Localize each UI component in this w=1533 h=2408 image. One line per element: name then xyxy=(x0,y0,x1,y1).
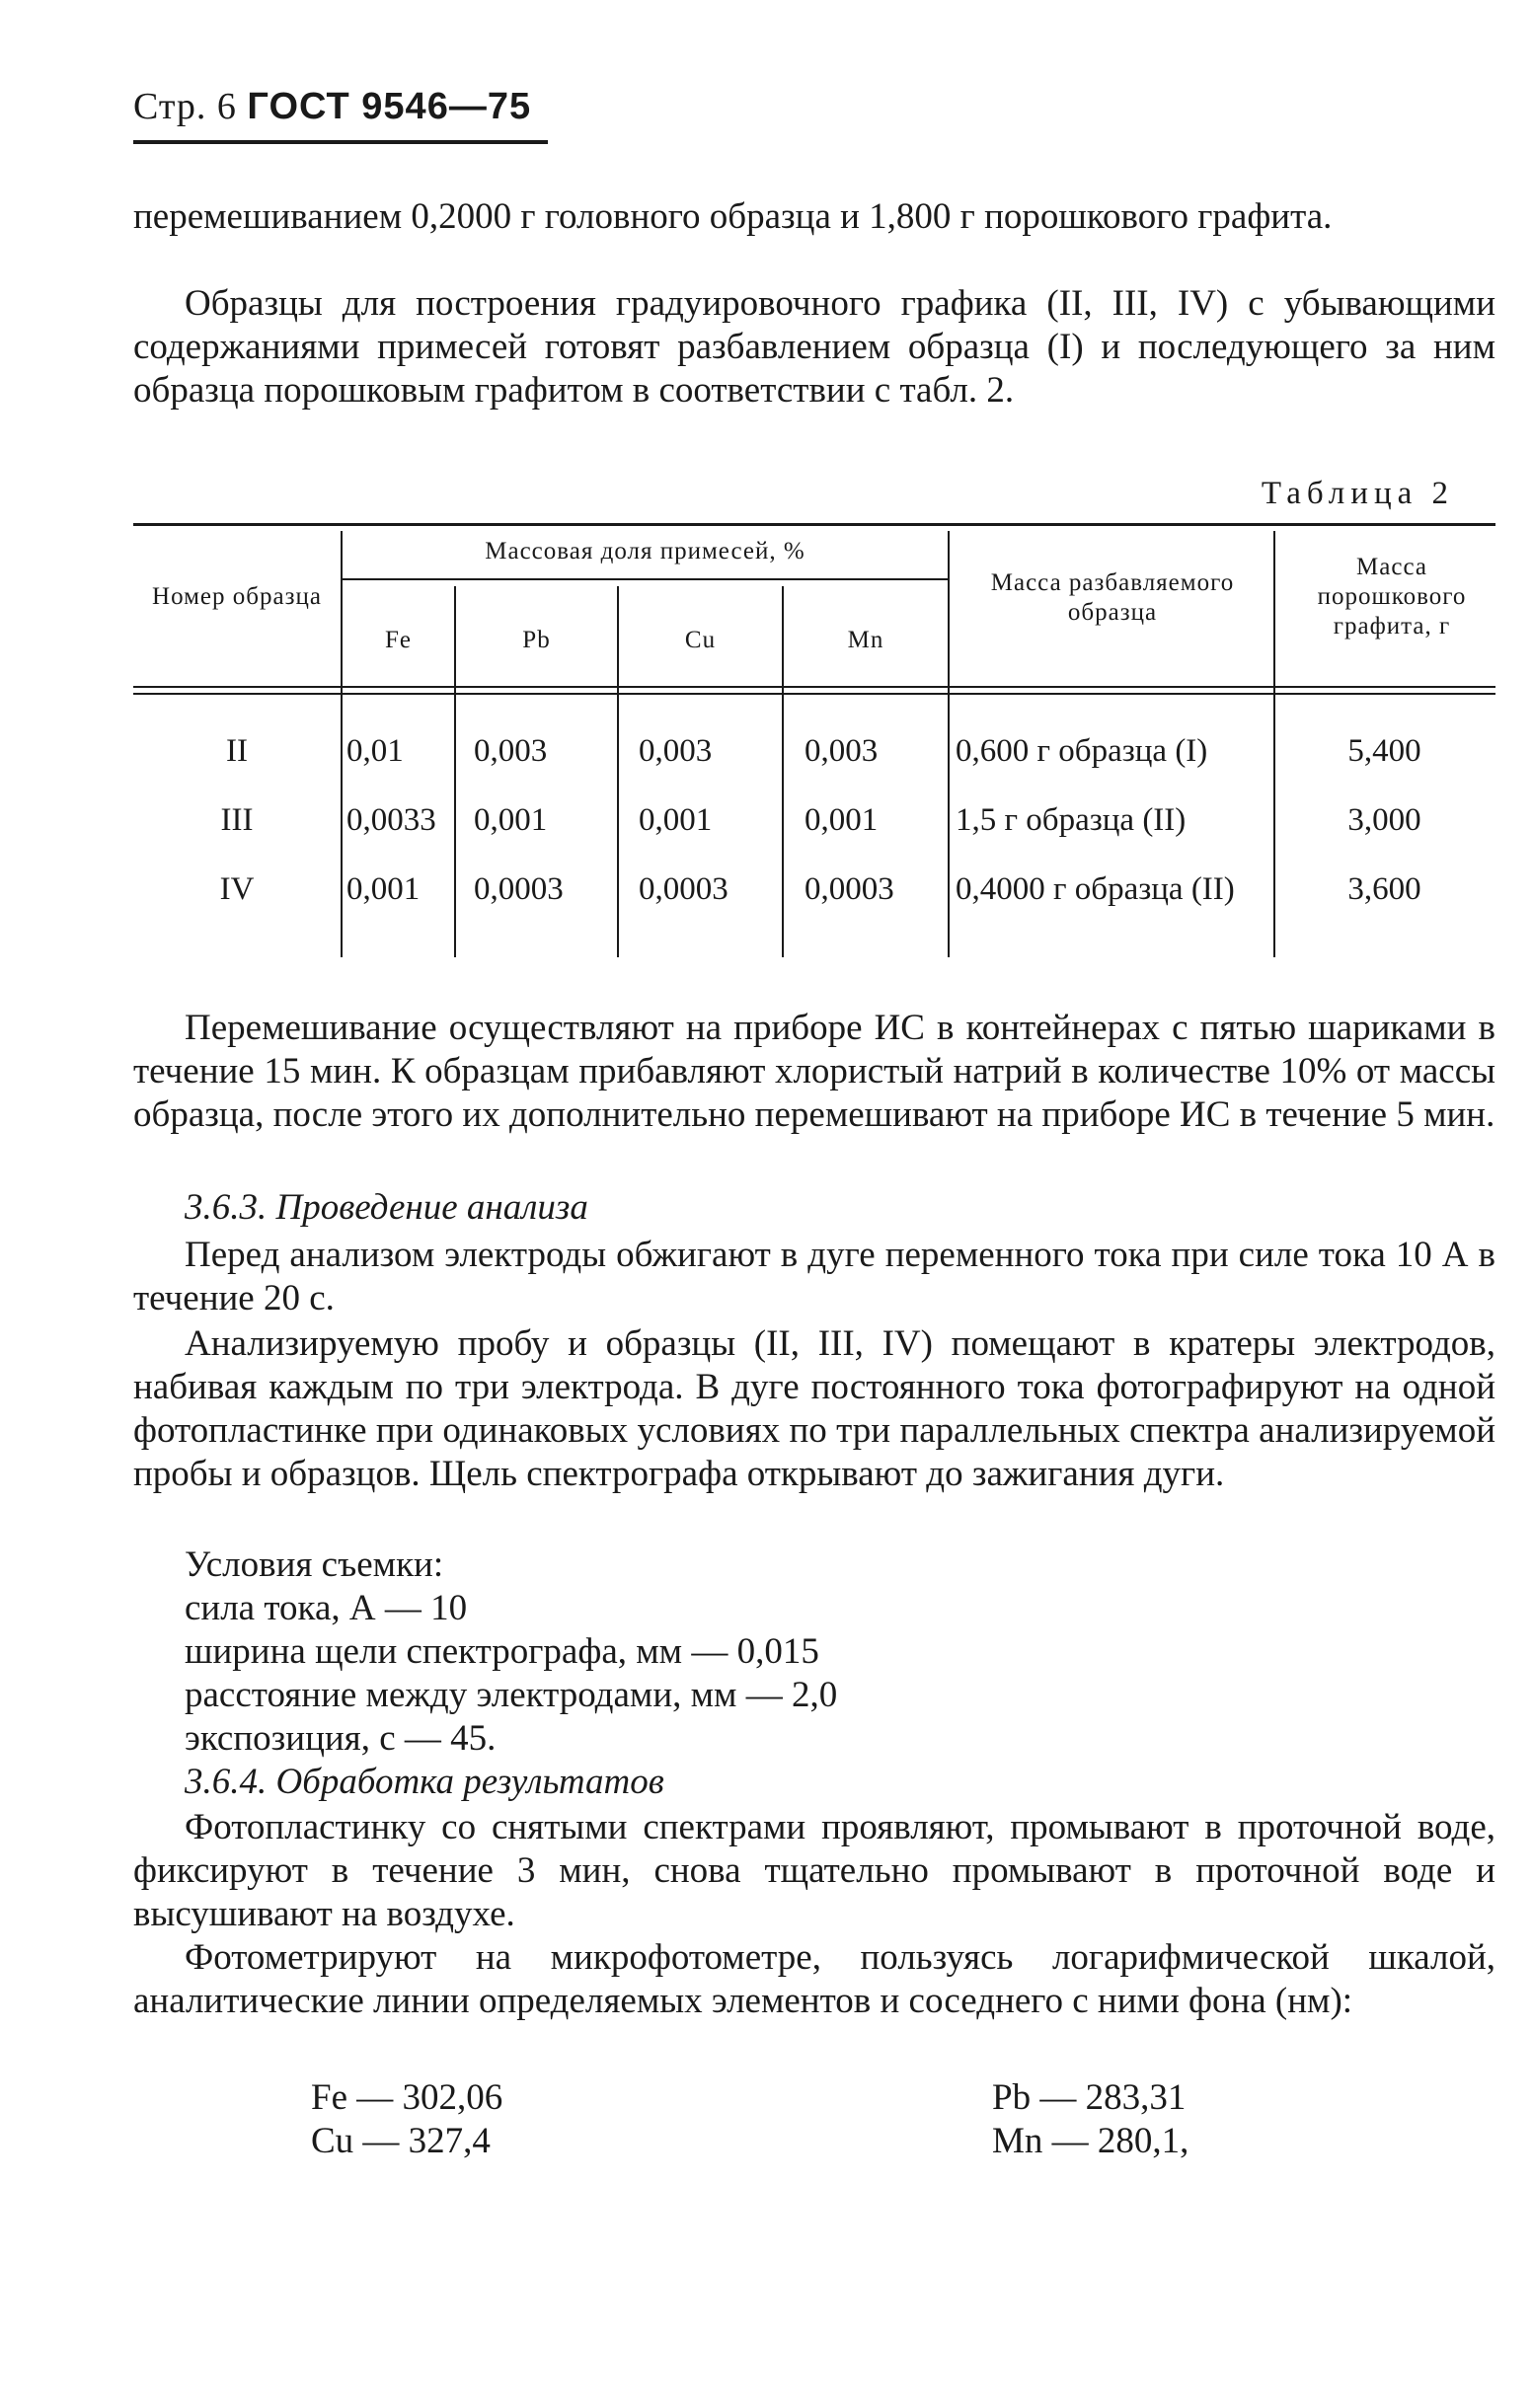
table-row-4-mn: 0,0003 xyxy=(805,871,894,907)
paragraph-4: Перед анализом электроды обжигают в дуге переменного тока при силе тока 10 А в течение 20 с. xyxy=(133,1235,1495,1318)
table-row-3-diluted: 1,5 г образца (II) xyxy=(956,802,1187,838)
table-row-3-no: III xyxy=(220,802,254,838)
line-mn: Mn — 280,1, xyxy=(992,2121,1189,2161)
table-row-4-pb: 0,0003 xyxy=(474,871,564,907)
condition-electrode-distance: расстояние между электродами, мм — 2,0 xyxy=(185,1675,838,1715)
conditions-title: Условия съемки: xyxy=(185,1544,444,1585)
table-row-3-cu: 0,001 xyxy=(639,802,713,838)
table-row-2-diluted: 0,600 г образца (I) xyxy=(956,733,1208,769)
header-pb: Pb xyxy=(522,627,551,653)
table-col-rule-5 xyxy=(948,531,950,957)
table-row-4-diluted: 0,4000 г образца (II) xyxy=(956,871,1235,907)
table-header-rule-1 xyxy=(133,686,1495,688)
standard-title: ГОСТ 9546—75 xyxy=(247,86,532,127)
table-row-2-graphite: 5,400 xyxy=(1347,733,1421,769)
table-top-rule xyxy=(133,523,1495,526)
paragraph-3: Перемешивание осуществляют на приборе ИС в контейнерах с пятью шариками в течение 15 мин. К образцам прибавляют хлористый натрий в количестве 10% от массы образца, после этого их дополнительно перемешивают на приборе ИС в течение 5 мин. xyxy=(133,1008,1495,1135)
table-row-4-fe: 0,001 xyxy=(346,871,421,907)
table-row-4-graphite: 3,600 xyxy=(1347,871,1421,907)
table-subheader-rule xyxy=(341,578,948,580)
table-row-3-graphite: 3,000 xyxy=(1347,802,1421,838)
section-3-6-3: 3.6.3. Проведение анализа xyxy=(185,1187,588,1228)
table-row-2-mn: 0,003 xyxy=(805,733,879,769)
table-row-3-pb: 0,001 xyxy=(474,802,548,838)
table-row-2-fe: 0,01 xyxy=(346,733,404,769)
table-row-2-no: II xyxy=(226,733,248,769)
header-mn: Mn xyxy=(847,627,884,653)
header-cu: Cu xyxy=(684,627,717,653)
line-pb: Pb — 283,31 xyxy=(992,2077,1187,2118)
paragraph-2: Образцы для построения градуировочного графика (II, III, IV) с убывающими содержаниями примесей готовят разбавлением образца (I) и последующего за ним образца порошковым графитом в соответствии с табл. 2. xyxy=(133,283,1495,411)
paragraph-5: Анализируемую пробу и образцы (II, III, IV) помещают в кратеры электродов, набивая каждым по три электрода. В дуге постоянного тока фотографируют на одной фотопластинке при одинаковых условиях по три параллельных спектра анализируемой пробы и образцов. Щель спектрографа открывают до зажигания дуги. xyxy=(133,1323,1495,1494)
line-fe: Fe — 302,06 xyxy=(311,2077,503,2118)
condition-current: сила тока, А — 10 xyxy=(185,1588,468,1628)
header-sample-no: Номер образца xyxy=(152,583,322,610)
table-row-2-cu: 0,003 xyxy=(639,733,713,769)
table-row-3-fe: 0,0033 xyxy=(346,802,436,838)
table-header-rule-2 xyxy=(133,693,1495,695)
header-mass-fraction: Массовая доля примесей, % xyxy=(485,538,805,564)
paragraph-6: Фотопластинку со снятыми спектрами проявляют, промывают в проточной воде, фиксируют в течение 3 мин, снова тщательно промывают в проточной воде и высушивают на воздухе. xyxy=(133,1807,1495,1934)
line-cu: Cu — 327,4 xyxy=(311,2121,491,2161)
table-row-4-no: IV xyxy=(219,871,255,907)
table-col-rule-1 xyxy=(341,531,343,957)
header-diluted-mass: Масса разбавляемого образца xyxy=(990,569,1235,626)
table-caption: Таблица 2 xyxy=(1261,476,1454,511)
condition-exposure: экспозиция, с — 45. xyxy=(185,1718,497,1759)
table-row-3-mn: 0,001 xyxy=(805,802,879,838)
header-graphite-mass: Масса порошкового графита, г xyxy=(1317,554,1467,640)
header-rule xyxy=(133,140,548,144)
table-row-4-cu: 0,0003 xyxy=(639,871,728,907)
header-fe: Fe xyxy=(385,627,412,653)
table-2 xyxy=(133,523,1495,957)
condition-slit-width: ширина щели спектрографа, мм — 0,015 xyxy=(185,1631,819,1672)
page-header xyxy=(133,85,531,128)
page-number: Стр. 6 xyxy=(133,86,237,127)
paragraph-7: Фотометрируют на микрофотометре, пользуясь логарифмической шкалой, аналитические линии определяемых элементов и соседнего с ними фона (нм): xyxy=(133,1937,1495,2021)
table-row-2-pb: 0,003 xyxy=(474,733,548,769)
section-3-6-4: 3.6.4. Обработка результатов xyxy=(185,1762,664,1802)
paragraph-1: перемешиванием 0,2000 г головного образца и 1,800 г порошкового графита. xyxy=(133,196,1333,237)
